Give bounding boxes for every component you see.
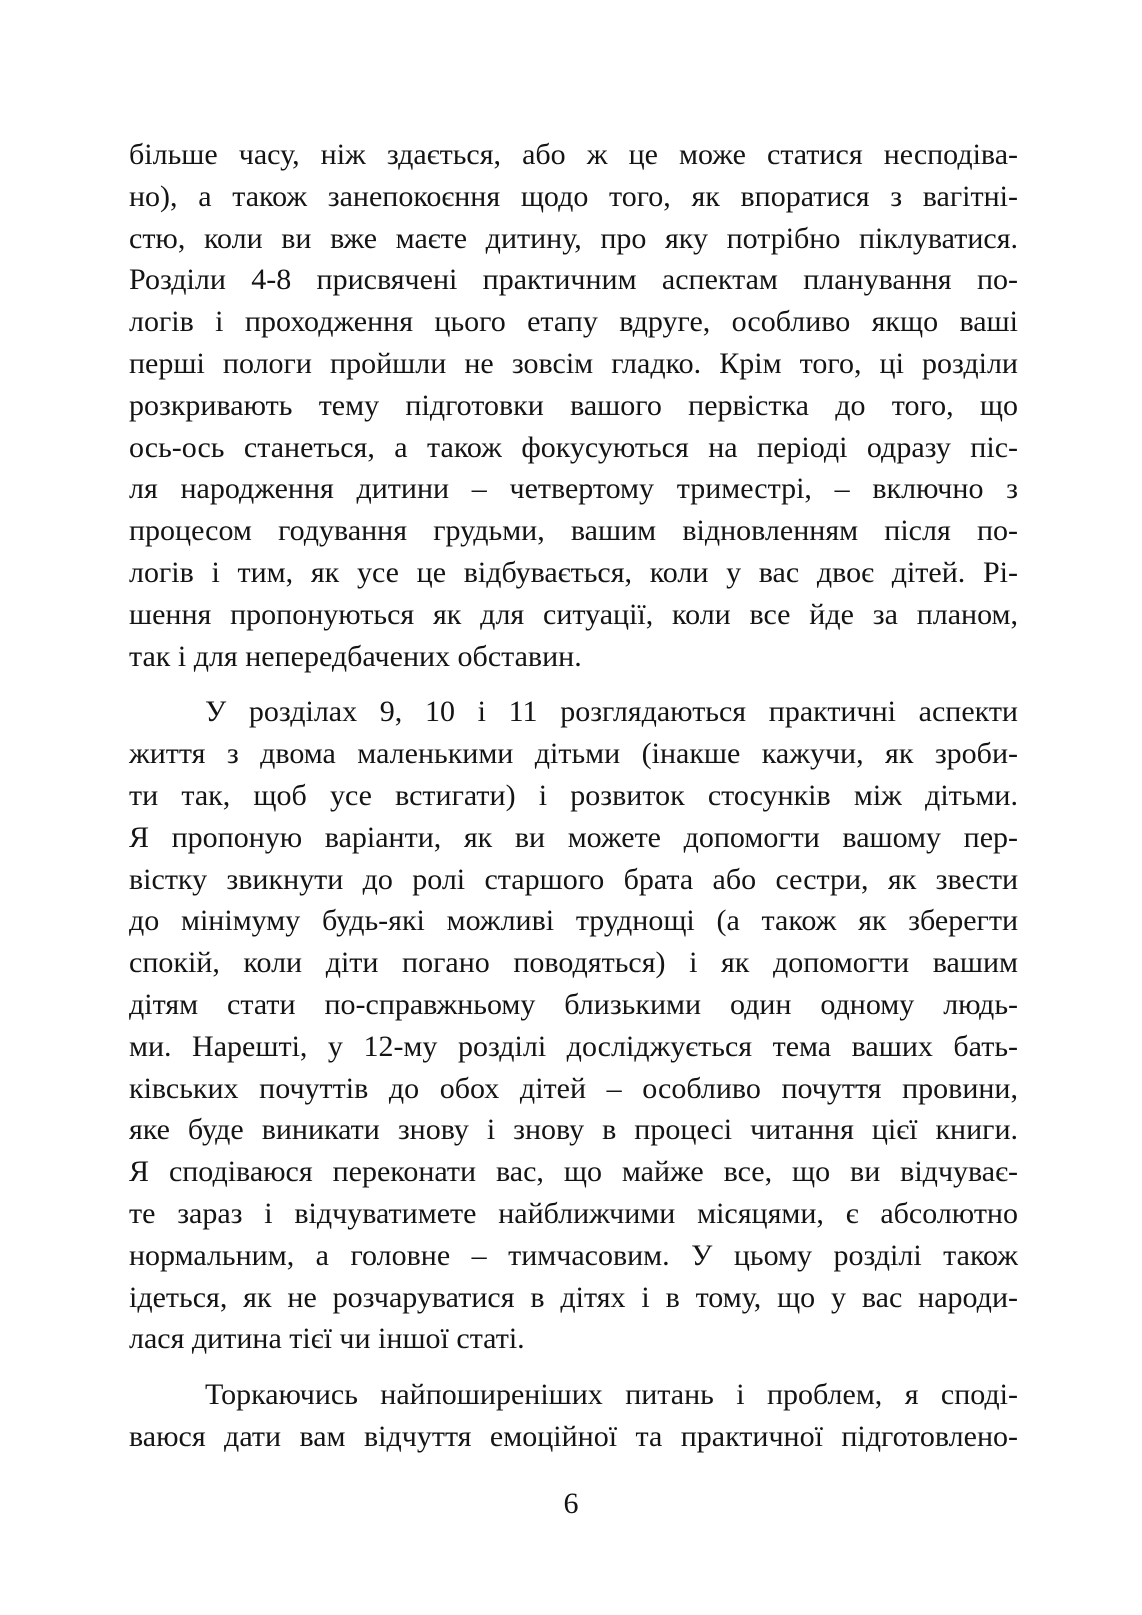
text-line: логів і тим, як усе це відбувається, коли у вас двоє дітей. Рі- bbox=[129, 555, 1018, 589]
text-line: ківських почуттів до обох дітей – особливо почуття провини, bbox=[129, 1071, 1018, 1105]
text-line: ваюся дати вам відчуття емоційної та практичної підготовлено- bbox=[129, 1419, 1018, 1453]
text-line: Торкаючись найпоширеніших питань і проблем, я споді- bbox=[205, 1378, 1018, 1412]
paragraph bbox=[129, 1374, 1018, 1458]
paragraph bbox=[129, 134, 1018, 677]
text-line: Я сподіваюся переконати вас, що майже все, що ви відчуває- bbox=[129, 1155, 1018, 1189]
text-line: розкривають тему підготовки вашого первістка до того, що bbox=[129, 388, 1018, 422]
text-line: так і для непередбачених обставин. bbox=[129, 639, 582, 673]
text-line: ти так, щоб усе встигати) і розвиток стосунків між дітьми. bbox=[129, 778, 1018, 812]
text-line: шення пропонуються як для ситуації, коли все йде за планом, bbox=[129, 597, 1018, 631]
page-number: 6 bbox=[563, 1487, 579, 1520]
text-line: ми. Нарешті, у 12-му розділі досліджується тема ваших бать- bbox=[129, 1029, 1018, 1063]
text-line: ось-ось станеться, а також фокусуються на періоді одразу піс- bbox=[129, 430, 1018, 464]
text-line: спокій, коли діти погано поводяться) і як допомогти вашим bbox=[129, 946, 1018, 980]
text-line: дітям стати по-справжньому близькими один одному людь- bbox=[129, 987, 1018, 1021]
text-line: більше часу, ніж здається, або ж це може статися несподіва- bbox=[129, 138, 1018, 171]
text-line: Розділи 4-8 присвячені практичним аспектам планування по- bbox=[129, 263, 1018, 297]
text-line: те зараз і відчуватимете найближчими місяцями, є абсолютно bbox=[129, 1196, 1018, 1230]
text-line: ля народження дитини – четвертому триместрі, – включно з bbox=[129, 472, 1018, 506]
text-line: логів і проходження цього етапу вдруге, особливо якщо ваші bbox=[129, 305, 1018, 339]
paragraph bbox=[129, 691, 1018, 1360]
text-line: Я пропоную варіанти, як ви можете допомогти вашому пер- bbox=[129, 820, 1018, 854]
text-line: но), а також занепокоєння щодо того, як впоратися з вагітні- bbox=[129, 179, 1018, 213]
text-line: перші пологи пройшли не зовсім гладко. Крім того, ці розділи bbox=[129, 346, 1018, 380]
page-text bbox=[129, 134, 1018, 1458]
text-line: яке буде виникати знову і знову в процесі читання цієї книги. bbox=[129, 1113, 1018, 1147]
text-line: стю, коли ви вже маєте дитину, про яку потрібно піклуватися. bbox=[129, 221, 1018, 255]
text-line: ідеться, як не розчаруватися в дітях і в тому, що у вас народи- bbox=[129, 1280, 1018, 1314]
text-line: лася дитина тієї чи іншої статі. bbox=[129, 1322, 525, 1356]
text-line: життя з двома маленькими дітьми (інакше кажучи, як зроби- bbox=[129, 737, 1018, 771]
text-line: У розділах 9, 10 і 11 розглядаються практичні аспекти bbox=[205, 695, 1018, 729]
text-line: до мінімуму будь-які можливі труднощі (а також як зберегти bbox=[129, 904, 1018, 938]
text-line: процесом годування грудьми, вашим відновленням після по- bbox=[129, 514, 1018, 548]
text-line: вістку звикнути до ролі старшого брата або сестри, як звести bbox=[129, 862, 1018, 896]
text-line: нормальним, а головне – тимчасовим. У цьому розділі також bbox=[129, 1238, 1018, 1272]
